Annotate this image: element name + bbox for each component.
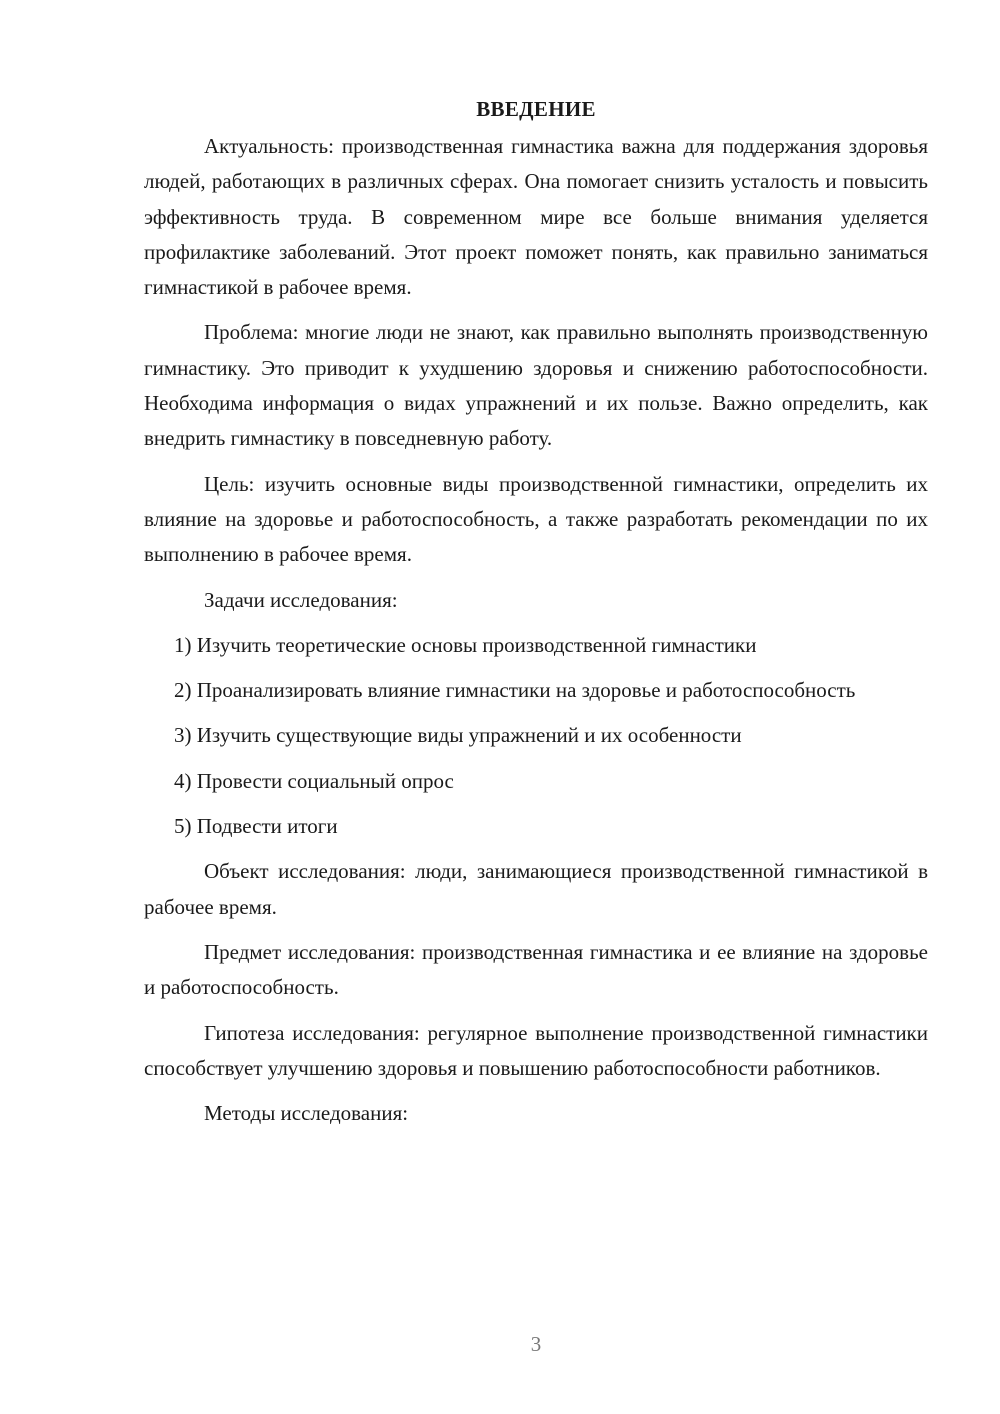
paragraph-relevance: Актуальность: производственная гимнастика важна для поддержания здоровья людей, работающих в различных сферах. Она помогает снизить усталость и повысить эффективность труда. В современном мире все больше внимания уделяется профилактике заболеваний. Этот проект поможет понять, как правильно заниматься гимнастикой в рабочее время. [144,134,928,300]
paragraph-goal: Цель: изучить основные виды производственной гимнастики, определить их влияние на здоровье и работоспособность, а также разработать рекомендации по их выполнению в рабочее время. [144,471,928,567]
task-item-5: 5) Подвести итоги [174,814,338,839]
paragraph-object: Объект исследования: люди, занимающиеся производственной гимнастикой в рабочее время. [144,859,928,919]
task-item-1: 1) Изучить теоретические основы производственной гимнастики [174,632,757,657]
paragraph-hypothesis: Гипотеза исследования: регулярное выполнение производственной гимнастики способствует улучшению здоровья и повышению работоспособности работников. [144,1020,928,1080]
page-number: 3 [530,1332,542,1356]
methods-heading: Методы исследования: [204,1101,409,1126]
document-page [144,92,928,1131]
task-item-4: 4) Провести социальный опрос [174,768,454,793]
page-title: ВВЕДЕНИЕ [476,97,596,121]
task-item-2: 2) Проанализировать влияние гимнастики на здоровье и работоспособность [174,678,856,703]
paragraph-problem: Проблема: многие люди не знают, как правильно выполнять производственную гимнастику. Это приводит к ухудшению здоровья и снижению работоспособности. Необходима информация о видах упражнений и их пользе. Важно определить, как внедрить гимнастику в повседневную работу. [144,320,928,451]
tasks-list [144,628,928,844]
task-item-3: 3) Изучить существующие виды упражнений и их особенности [174,723,742,748]
paragraph-subject: Предмет исследования: производственная гимнастика и ее влияние на здоровье и работоспособность. [144,939,928,1000]
tasks-heading: Задачи исследования: [204,587,398,612]
